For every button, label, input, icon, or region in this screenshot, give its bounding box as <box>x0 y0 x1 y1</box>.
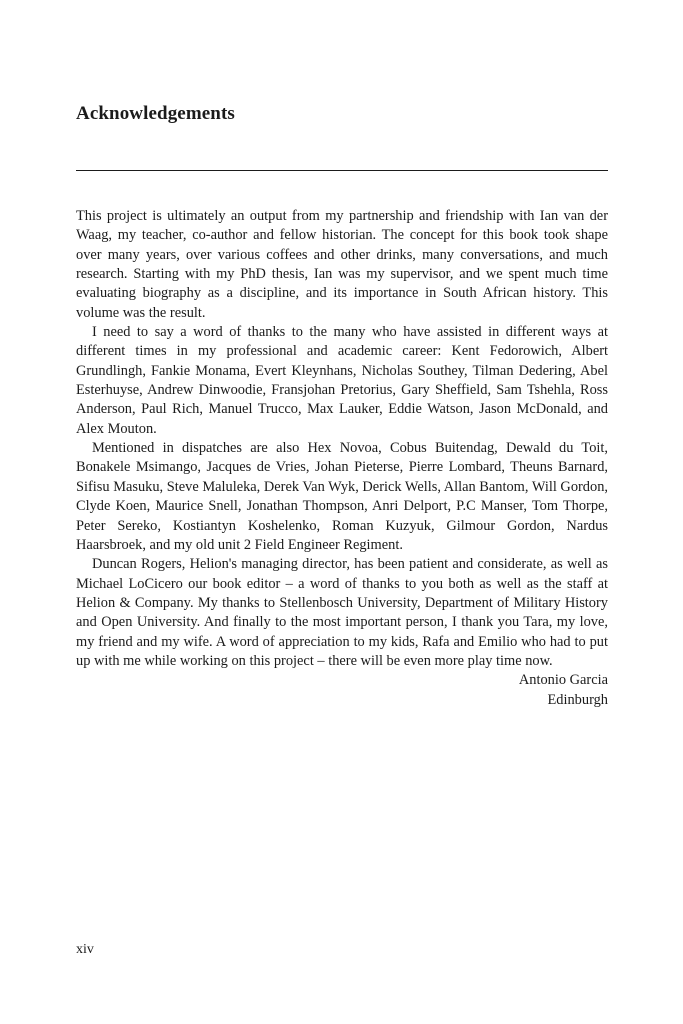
paragraph: I need to say a word of thanks to the many who have assisted in different ways at different times in my professional and academic career: Kent Fedorowich, Albert Grundlingh, Fankie Monama, Evert Kleynhans, Nicholas Southey, Tilman Dedering, Abel Esterhuyse, Andrew Dinwoodie, Fransjohan Pretorius, Gary Sheffield, Sam Tshehla, Ross Anderson, Paul Rich, Manuel Trucco, Max Lauker, Eddie Watson, Jason McDonald, and Alex Mouton. <box>76 324 608 437</box>
paragraph: Duncan Rogers, Helion's managing director, has been patient and considerate, as well as Michael LoCicero our book editor – a word of thanks to you both as well as the staff at Helion & Company. My thanks to Stellenbosch University, Department of Military History and Open University. And finally to the most important person, I thank you Tara, my love, my friend and my wife. A word of appreciation to my kids, Rafa and Emilio who had to put up with me while working on this project – there will be even more play time now. <box>76 556 608 669</box>
heading-rule <box>76 170 608 171</box>
book-page <box>76 0 608 1024</box>
page-number: xiv <box>76 942 94 957</box>
acknowledgements-body <box>76 207 608 710</box>
paragraph: Mentioned in dispatches are also Hex Novoa, Cobus Buitendag, Dewald du Toit, Bonakele Msimango, Jacques de Vries, Johan Pieterse, Pierre Lombard, Theuns Barnard, Sifisu Masuku, Steve Maluleka, Derek Van Wyk, Derick Wells, Allan Bantom, Will Gordon, Clyde Koen, Maurice Snell, Jonathan Thompson, Anri Delport, P.C Manser, Tom Thorpe, Peter Sereko, Kostiantyn Koshelenko, Roman Kuzyuk, Gilmour Gordon, Nardus Haarsbroek, and my old unit 2 Field Engineer Regiment. <box>76 440 608 553</box>
chapter-heading: Acknowledgements <box>76 103 235 124</box>
signature-block <box>76 671 608 710</box>
author-location: Edinburgh <box>547 691 608 708</box>
paragraph: This project is ultimately an output from my partnership and friendship with Ian van der Waag, my teacher, co-author and fellow historian. The concept for this book took shape over many years, over various coffees and other drinks, many conversations, and much research. Starting with my PhD thesis, Ian was my supervisor, and we spent much time evaluating biography as a discipline, and its importance in South African history. This volume was the result. <box>76 208 608 321</box>
author-name: Antonio Garcia <box>518 672 608 689</box>
